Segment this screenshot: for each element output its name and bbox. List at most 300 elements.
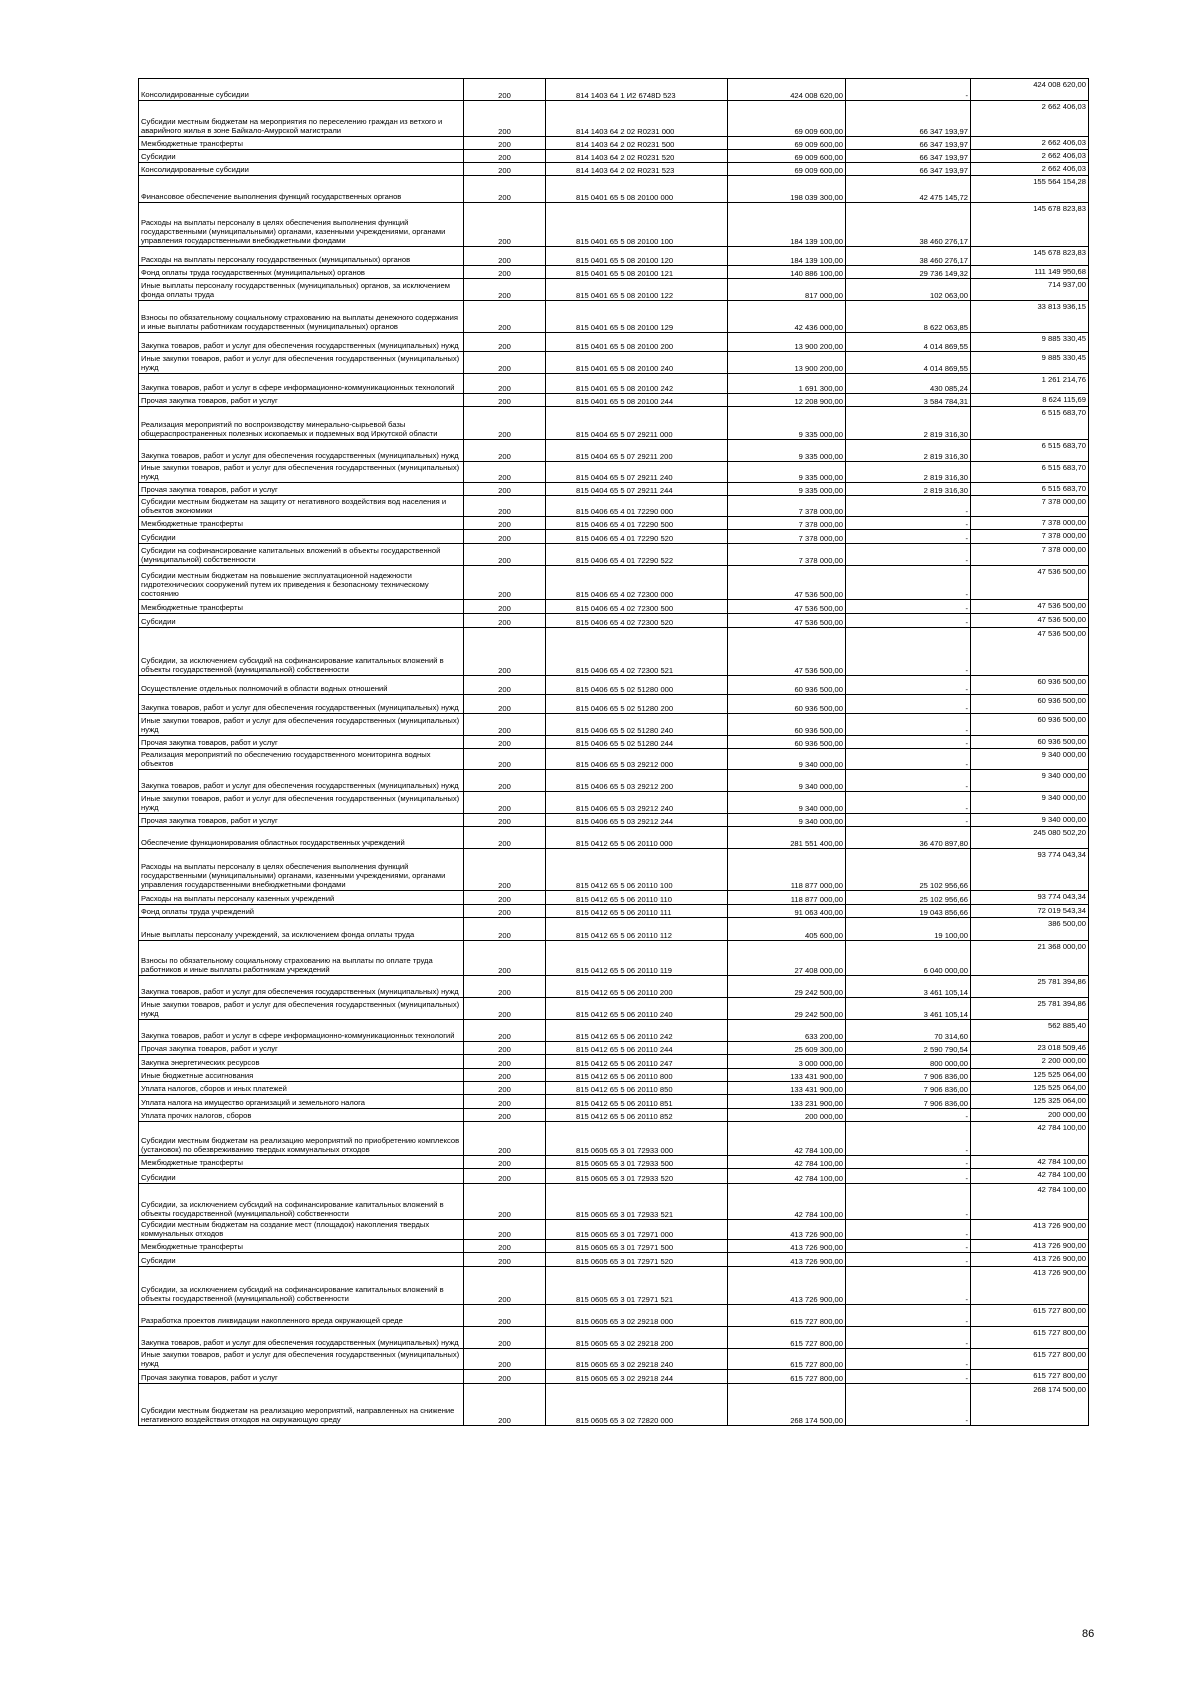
line-code: 200 <box>464 176 546 203</box>
budget-code: 814 1403 64 1 И2 6748D 523 <box>546 79 728 101</box>
row-name: Субсидии местным бюджетам на мероприятия по переселению граждан из ветхого и аварийного жилья в зоне Байкало-Амурской магистрали <box>139 101 464 137</box>
row-name: Иные выплаты персоналу учреждений, за исключением фонда оплаты труда <box>139 918 464 941</box>
line-code: 200 <box>464 1042 546 1055</box>
line-code: 200 <box>464 1109 546 1122</box>
table-row <box>139 1156 1089 1169</box>
table-row <box>139 266 1089 279</box>
unexecuted-amount: 413 726 900,00 <box>971 1253 1089 1267</box>
row-name: Субсидии на софинансирование капитальных вложений в объекты государственной (муниципальной) собственности <box>139 544 464 566</box>
line-code: 200 <box>464 394 546 407</box>
row-name: Реализация мероприятий по обеспечению государственного мониторинга водных объектов <box>139 749 464 770</box>
budget-code: 815 0605 65 3 01 72971 000 <box>546 1220 728 1240</box>
budget-code: 815 0412 65 5 06 20110 850 <box>546 1082 728 1095</box>
approved-amount: 118 877 000,00 <box>728 849 846 891</box>
approved-amount: 12 208 900,00 <box>728 394 846 407</box>
table-row <box>139 814 1089 827</box>
table-row <box>139 101 1089 137</box>
approved-amount: 69 009 600,00 <box>728 163 846 176</box>
approved-amount: 42 784 100,00 <box>728 1169 846 1184</box>
row-name: Межбюджетные трансферты <box>139 517 464 530</box>
approved-amount: 405 600,00 <box>728 918 846 941</box>
unexecuted-amount: 7 378 000,00 <box>971 517 1089 530</box>
budget-code: 814 1403 64 2 02 R0231 000 <box>546 101 728 137</box>
executed-amount: 38 460 276,17 <box>846 247 971 266</box>
line-code: 200 <box>464 714 546 736</box>
unexecuted-amount: 155 564 154,28 <box>971 176 1089 203</box>
budget-code: 815 0412 65 5 06 20110 110 <box>546 891 728 905</box>
table-row <box>139 614 1089 628</box>
row-name: Закупка товаров, работ и услуг для обеспечения государственных (муниципальных) нужд <box>139 695 464 714</box>
table-row <box>139 600 1089 614</box>
row-name: Иные закупки товаров, работ и услуг для обеспечения государственных (муниципальных) нужд <box>139 352 464 374</box>
row-name: Разработка проектов ликвидации накопленного вреда окружающей среде <box>139 1305 464 1327</box>
row-name: Субсидии <box>139 1253 464 1267</box>
budget-code: 815 0406 65 5 02 51280 244 <box>546 736 728 749</box>
line-code: 200 <box>464 891 546 905</box>
executed-amount: - <box>846 1305 971 1327</box>
table-row <box>139 736 1089 749</box>
budget-code: 815 0404 65 5 07 29211 240 <box>546 462 728 483</box>
approved-amount: 413 726 900,00 <box>728 1253 846 1267</box>
row-name: Субсидии местным бюджетам на защиту от негативного воздействия вод населения и объектов экономики <box>139 496 464 517</box>
table-row <box>139 530 1089 544</box>
line-code: 200 <box>464 600 546 614</box>
executed-amount: 2 819 316,30 <box>846 483 971 496</box>
table-row <box>139 79 1089 101</box>
executed-amount: - <box>846 770 971 792</box>
approved-amount: 42 784 100,00 <box>728 1156 846 1169</box>
row-name: Реализация мероприятий по воспроизводству минерально-сырьевой базы общераспространенных полезных ископаемых и подземных вод Иркутской области <box>139 407 464 440</box>
table-row <box>139 1327 1089 1349</box>
unexecuted-amount: 25 781 394,86 <box>971 998 1089 1020</box>
line-code: 200 <box>464 1095 546 1109</box>
budget-code: 815 0605 65 3 01 72933 521 <box>546 1184 728 1220</box>
row-name: Расходы на выплаты персоналу государственных (муниципальных) органов <box>139 247 464 266</box>
executed-amount: 7 906 836,00 <box>846 1069 971 1082</box>
executed-amount: 2 819 316,30 <box>846 407 971 440</box>
approved-amount: 7 378 000,00 <box>728 496 846 517</box>
row-name: Иные закупки товаров, работ и услуг для обеспечения государственных (муниципальных) нужд <box>139 792 464 814</box>
executed-amount: 2 819 316,30 <box>846 440 971 462</box>
executed-amount: 66 347 193,97 <box>846 101 971 137</box>
budget-code: 815 0406 65 4 02 72300 000 <box>546 566 728 600</box>
table-row <box>139 301 1089 333</box>
budget-code: 815 0605 65 3 02 29218 000 <box>546 1305 728 1327</box>
approved-amount: 29 242 500,00 <box>728 998 846 1020</box>
executed-amount: 7 906 836,00 <box>846 1082 971 1095</box>
budget-code: 815 0404 65 5 07 29211 244 <box>546 483 728 496</box>
table-row <box>139 1042 1089 1055</box>
executed-amount: 25 102 956,66 <box>846 891 971 905</box>
unexecuted-amount: 562 885,40 <box>971 1020 1089 1042</box>
budget-code: 815 0406 65 5 02 51280 000 <box>546 676 728 695</box>
row-name: Субсидии местным бюджетам на реализацию мероприятий, направленных на снижение негативного воздействия отходов на окружающую среду <box>139 1384 464 1426</box>
table-row <box>139 1069 1089 1082</box>
unexecuted-amount: 47 536 500,00 <box>971 566 1089 600</box>
budget-code: 815 0605 65 3 01 72971 521 <box>546 1267 728 1305</box>
unexecuted-amount: 615 727 800,00 <box>971 1370 1089 1384</box>
approved-amount: 413 726 900,00 <box>728 1220 846 1240</box>
executed-amount: 66 347 193,97 <box>846 137 971 150</box>
line-code: 200 <box>464 1082 546 1095</box>
executed-amount: - <box>846 1267 971 1305</box>
unexecuted-amount: 42 784 100,00 <box>971 1184 1089 1220</box>
table-row <box>139 1109 1089 1122</box>
approved-amount: 140 886 100,00 <box>728 266 846 279</box>
line-code: 200 <box>464 1240 546 1253</box>
table-row <box>139 770 1089 792</box>
table-row <box>139 394 1089 407</box>
budget-code: 815 0605 65 3 02 72820 000 <box>546 1384 728 1426</box>
line-code: 200 <box>464 736 546 749</box>
table-row <box>139 440 1089 462</box>
row-name: Закупка энергетических ресурсов <box>139 1055 464 1069</box>
unexecuted-amount: 145 678 823,83 <box>971 247 1089 266</box>
table-row <box>139 137 1089 150</box>
table-row <box>139 566 1089 600</box>
row-name: Расходы на выплаты персоналу казенных учреждений <box>139 891 464 905</box>
budget-code: 815 0412 65 5 06 20110 200 <box>546 976 728 998</box>
row-name: Финансовое обеспечение выполнения функций государственных органов <box>139 176 464 203</box>
unexecuted-amount: 60 936 500,00 <box>971 736 1089 749</box>
unexecuted-amount: 60 936 500,00 <box>971 676 1089 695</box>
line-code: 200 <box>464 101 546 137</box>
row-name: Закупка товаров, работ и услуг в сфере информационно-коммуникационных технологий <box>139 374 464 394</box>
executed-amount: - <box>846 1109 971 1122</box>
executed-amount: - <box>846 1240 971 1253</box>
budget-code: 815 0401 65 5 08 20100 120 <box>546 247 728 266</box>
line-code: 200 <box>464 792 546 814</box>
unexecuted-amount: 47 536 500,00 <box>971 600 1089 614</box>
row-name: Субсидии <box>139 530 464 544</box>
unexecuted-amount: 6 515 683,70 <box>971 440 1089 462</box>
row-name: Осуществление отдельных полномочий в области водных отношений <box>139 676 464 695</box>
row-name: Закупка товаров, работ и услуг для обеспечения государственных (муниципальных) нужд <box>139 1327 464 1349</box>
line-code: 200 <box>464 1267 546 1305</box>
approved-amount: 198 039 300,00 <box>728 176 846 203</box>
budget-code: 815 0406 65 5 02 51280 240 <box>546 714 728 736</box>
table-row <box>139 891 1089 905</box>
table-row <box>139 792 1089 814</box>
approved-amount: 29 242 500,00 <box>728 976 846 998</box>
executed-amount: - <box>846 614 971 628</box>
table-row <box>139 496 1089 517</box>
executed-amount: 7 906 836,00 <box>846 1095 971 1109</box>
table-row <box>139 544 1089 566</box>
row-name: Уплата налога на имущество организаций и земельного налога <box>139 1095 464 1109</box>
unexecuted-amount: 714 937,00 <box>971 279 1089 301</box>
line-code: 200 <box>464 137 546 150</box>
line-code: 200 <box>464 163 546 176</box>
approved-amount: 69 009 600,00 <box>728 137 846 150</box>
executed-amount: 3 461 105,14 <box>846 998 971 1020</box>
line-code: 200 <box>464 1122 546 1156</box>
line-code: 200 <box>464 462 546 483</box>
approved-amount: 1 691 300,00 <box>728 374 846 394</box>
executed-amount: - <box>846 600 971 614</box>
approved-amount: 281 551 400,00 <box>728 827 846 849</box>
row-name: Иные бюджетные ассигнования <box>139 1069 464 1082</box>
executed-amount: 800 000,00 <box>846 1055 971 1069</box>
budget-code: 815 0401 65 5 08 20100 242 <box>546 374 728 394</box>
line-code: 200 <box>464 483 546 496</box>
line-code: 200 <box>464 279 546 301</box>
executed-amount: - <box>846 1184 971 1220</box>
row-name: Взносы по обязательному социальному страхованию на выплаты по оплате труда работников и иные выплаты работникам учреждений <box>139 941 464 976</box>
approved-amount: 7 378 000,00 <box>728 517 846 530</box>
approved-amount: 9 340 000,00 <box>728 749 846 770</box>
line-code: 200 <box>464 203 546 247</box>
executed-amount: 3 461 105,14 <box>846 976 971 998</box>
line-code: 200 <box>464 827 546 849</box>
budget-code: 814 1403 64 2 02 R0231 500 <box>546 137 728 150</box>
approved-amount: 184 139 100,00 <box>728 247 846 266</box>
table-row <box>139 1370 1089 1384</box>
line-code: 200 <box>464 1384 546 1426</box>
table-row <box>139 1253 1089 1267</box>
executed-amount: 66 347 193,97 <box>846 163 971 176</box>
budget-code: 815 0406 65 4 02 72300 500 <box>546 600 728 614</box>
budget-code: 815 0412 65 5 06 20110 119 <box>546 941 728 976</box>
unexecuted-amount: 413 726 900,00 <box>971 1267 1089 1305</box>
table-row <box>139 150 1089 163</box>
unexecuted-amount: 42 784 100,00 <box>971 1122 1089 1156</box>
budget-code: 815 0412 65 5 06 20110 100 <box>546 849 728 891</box>
executed-amount: 25 102 956,66 <box>846 849 971 891</box>
unexecuted-amount: 615 727 800,00 <box>971 1349 1089 1370</box>
approved-amount: 615 727 800,00 <box>728 1370 846 1384</box>
budget-code: 815 0401 65 5 08 20100 000 <box>546 176 728 203</box>
executed-amount: 430 085,24 <box>846 374 971 394</box>
executed-amount: - <box>846 695 971 714</box>
line-code: 200 <box>464 676 546 695</box>
table-body <box>139 79 1089 1426</box>
row-name: Прочая закупка товаров, работ и услуг <box>139 736 464 749</box>
unexecuted-amount: 268 174 500,00 <box>971 1384 1089 1426</box>
line-code: 200 <box>464 150 546 163</box>
budget-code: 815 0401 65 5 08 20100 100 <box>546 203 728 247</box>
approved-amount: 133 431 900,00 <box>728 1082 846 1095</box>
approved-amount: 615 727 800,00 <box>728 1349 846 1370</box>
table-row <box>139 483 1089 496</box>
approved-amount: 47 536 500,00 <box>728 614 846 628</box>
row-name: Обеспечение функционирования областных государственных учреждений <box>139 827 464 849</box>
executed-amount: - <box>846 749 971 770</box>
row-name: Иные закупки товаров, работ и услуг для обеспечения государственных (муниципальных) нужд <box>139 714 464 736</box>
unexecuted-amount: 8 624 115,69 <box>971 394 1089 407</box>
executed-amount: - <box>846 1349 971 1370</box>
budget-code: 815 0605 65 3 01 72933 000 <box>546 1122 728 1156</box>
budget-code: 815 0406 65 5 03 29212 240 <box>546 792 728 814</box>
unexecuted-amount: 7 378 000,00 <box>971 530 1089 544</box>
approved-amount: 42 784 100,00 <box>728 1122 846 1156</box>
row-name: Прочая закупка товаров, работ и услуг <box>139 1042 464 1055</box>
line-code: 200 <box>464 333 546 352</box>
budget-code: 815 0412 65 5 06 20110 111 <box>546 905 728 918</box>
budget-code: 815 0401 65 5 08 20100 129 <box>546 301 728 333</box>
row-name: Уплата налогов, сборов и иных платежей <box>139 1082 464 1095</box>
executed-amount: - <box>846 792 971 814</box>
budget-code: 815 0406 65 4 02 72300 520 <box>546 614 728 628</box>
table-row <box>139 462 1089 483</box>
budget-code: 815 0406 65 4 01 72290 522 <box>546 544 728 566</box>
unexecuted-amount: 9 885 330,45 <box>971 352 1089 374</box>
row-name: Прочая закупка товаров, работ и услуг <box>139 1370 464 1384</box>
executed-amount: - <box>846 1156 971 1169</box>
budget-code: 815 0605 65 3 01 72971 500 <box>546 1240 728 1253</box>
budget-code: 815 0412 65 5 06 20110 244 <box>546 1042 728 1055</box>
budget-code: 815 0412 65 5 06 20110 240 <box>546 998 728 1020</box>
line-code: 200 <box>464 440 546 462</box>
approved-amount: 13 900 200,00 <box>728 333 846 352</box>
unexecuted-amount: 60 936 500,00 <box>971 714 1089 736</box>
budget-code: 815 0605 65 3 02 29218 244 <box>546 1370 728 1384</box>
table-row <box>139 247 1089 266</box>
table-row <box>139 352 1089 374</box>
table-row <box>139 1095 1089 1109</box>
approved-amount: 47 536 500,00 <box>728 566 846 600</box>
row-name: Фонд оплаты труда учреждений <box>139 905 464 918</box>
unexecuted-amount: 125 325 064,00 <box>971 1095 1089 1109</box>
executed-amount: - <box>846 544 971 566</box>
unexecuted-amount: 2 662 406,03 <box>971 150 1089 163</box>
line-code: 200 <box>464 1020 546 1042</box>
executed-amount: 4 014 869,55 <box>846 333 971 352</box>
approved-amount: 184 139 100,00 <box>728 203 846 247</box>
unexecuted-amount: 145 678 823,83 <box>971 203 1089 247</box>
budget-code: 815 0401 65 5 08 20100 122 <box>546 279 728 301</box>
unexecuted-amount: 60 936 500,00 <box>971 695 1089 714</box>
unexecuted-amount: 125 525 064,00 <box>971 1069 1089 1082</box>
approved-amount: 27 408 000,00 <box>728 941 846 976</box>
row-name: Субсидии <box>139 614 464 628</box>
line-code: 200 <box>464 1349 546 1370</box>
approved-amount: 91 063 400,00 <box>728 905 846 918</box>
budget-code: 814 1403 64 2 02 R0231 520 <box>546 150 728 163</box>
table-row <box>139 941 1089 976</box>
executed-amount: - <box>846 566 971 600</box>
row-name: Межбюджетные трансферты <box>139 1240 464 1253</box>
budget-code: 815 0401 65 5 08 20100 244 <box>546 394 728 407</box>
table-row <box>139 628 1089 676</box>
budget-code: 815 0406 65 5 03 29212 244 <box>546 814 728 827</box>
table-row <box>139 976 1089 998</box>
unexecuted-amount: 424 008 620,00 <box>971 79 1089 101</box>
approved-amount: 118 877 000,00 <box>728 891 846 905</box>
row-name: Субсидии, за исключением субсидий на софинансирование капитальных вложений в объекты государственной (муниципальной) собственности <box>139 1184 464 1220</box>
line-code: 200 <box>464 628 546 676</box>
row-name: Консолидированные субсидии <box>139 79 464 101</box>
row-name: Закупка товаров, работ и услуг для обеспечения государственных (муниципальных) нужд <box>139 770 464 792</box>
line-code: 200 <box>464 407 546 440</box>
budget-code: 815 0401 65 5 08 20100 240 <box>546 352 728 374</box>
row-name: Иные выплаты персоналу государственных (муниципальных) органов, за исключением фонда оплаты труда <box>139 279 464 301</box>
unexecuted-amount: 413 726 900,00 <box>971 1220 1089 1240</box>
line-code: 200 <box>464 530 546 544</box>
unexecuted-amount: 615 727 800,00 <box>971 1305 1089 1327</box>
line-code: 200 <box>464 1184 546 1220</box>
line-code: 200 <box>464 374 546 394</box>
table-row <box>139 695 1089 714</box>
line-code: 200 <box>464 814 546 827</box>
executed-amount: 2 590 790,54 <box>846 1042 971 1055</box>
executed-amount: 19 043 856,66 <box>846 905 971 918</box>
unexecuted-amount: 2 662 406,03 <box>971 163 1089 176</box>
executed-amount: - <box>846 1327 971 1349</box>
budget-code: 815 0406 65 4 01 72290 500 <box>546 517 728 530</box>
row-name: Иные закупки товаров, работ и услуг для обеспечения государственных (муниципальных) нужд <box>139 998 464 1020</box>
approved-amount: 69 009 600,00 <box>728 101 846 137</box>
approved-amount: 9 335 000,00 <box>728 462 846 483</box>
line-code: 200 <box>464 918 546 941</box>
approved-amount: 413 726 900,00 <box>728 1267 846 1305</box>
unexecuted-amount: 615 727 800,00 <box>971 1327 1089 1349</box>
budget-code: 815 0412 65 5 06 20110 242 <box>546 1020 728 1042</box>
budget-code: 815 0412 65 5 06 20110 000 <box>546 827 728 849</box>
approved-amount: 9 340 000,00 <box>728 770 846 792</box>
table-row <box>139 203 1089 247</box>
unexecuted-amount: 9 885 330,45 <box>971 333 1089 352</box>
approved-amount: 817 000,00 <box>728 279 846 301</box>
executed-amount: 19 100,00 <box>846 918 971 941</box>
table-row <box>139 1240 1089 1253</box>
budget-code: 815 0605 65 3 02 29218 240 <box>546 1349 728 1370</box>
row-name: Субсидии <box>139 1169 464 1184</box>
table-row <box>139 1184 1089 1220</box>
line-code: 200 <box>464 1327 546 1349</box>
approved-amount: 424 008 620,00 <box>728 79 846 101</box>
table-row <box>139 998 1089 1020</box>
line-code: 200 <box>464 247 546 266</box>
line-code: 200 <box>464 1370 546 1384</box>
table-row <box>139 1305 1089 1327</box>
executed-amount: 3 584 784,31 <box>846 394 971 407</box>
line-code: 200 <box>464 301 546 333</box>
approved-amount: 7 378 000,00 <box>728 544 846 566</box>
approved-amount: 60 936 500,00 <box>728 714 846 736</box>
approved-amount: 60 936 500,00 <box>728 695 846 714</box>
budget-code: 815 0401 65 5 08 20100 200 <box>546 333 728 352</box>
executed-amount: 29 736 149,32 <box>846 266 971 279</box>
approved-amount: 200 000,00 <box>728 1109 846 1122</box>
row-name: Уплата прочих налогов, сборов <box>139 1109 464 1122</box>
unexecuted-amount: 42 784 100,00 <box>971 1169 1089 1184</box>
table-row <box>139 749 1089 770</box>
table-row <box>139 1220 1089 1240</box>
executed-amount: - <box>846 628 971 676</box>
row-name: Субсидии местным бюджетам на создание мест (площадок) накопления твердых коммунальных отходов <box>139 1220 464 1240</box>
row-name: Субсидии, за исключением субсидий на софинансирование капитальных вложений в объекты государственной (муниципальной) собственности <box>139 628 464 676</box>
row-name: Закупка товаров, работ и услуг для обеспечения государственных (муниципальных) нужд <box>139 440 464 462</box>
line-code: 200 <box>464 352 546 374</box>
row-name: Расходы на выплаты персоналу в целях обеспечения выполнения функций государственными (муниципальными) органами, казенными учреждениями, органами управления государственными внебюджетными фондами <box>139 203 464 247</box>
table-row <box>139 918 1089 941</box>
table-row <box>139 279 1089 301</box>
table-row <box>139 905 1089 918</box>
executed-amount: - <box>846 1169 971 1184</box>
table-row <box>139 827 1089 849</box>
unexecuted-amount: 72 019 543,34 <box>971 905 1089 918</box>
row-name: Иные закупки товаров, работ и услуг для обеспечения государственных (муниципальных) нужд <box>139 462 464 483</box>
line-code: 200 <box>464 1253 546 1267</box>
row-name: Прочая закупка товаров, работ и услуг <box>139 394 464 407</box>
table-row <box>139 714 1089 736</box>
unexecuted-amount: 1 261 214,76 <box>971 374 1089 394</box>
unexecuted-amount: 9 340 000,00 <box>971 749 1089 770</box>
approved-amount: 3 000 000,00 <box>728 1055 846 1069</box>
budget-code: 815 0406 65 4 01 72290 520 <box>546 530 728 544</box>
approved-amount: 13 900 200,00 <box>728 352 846 374</box>
